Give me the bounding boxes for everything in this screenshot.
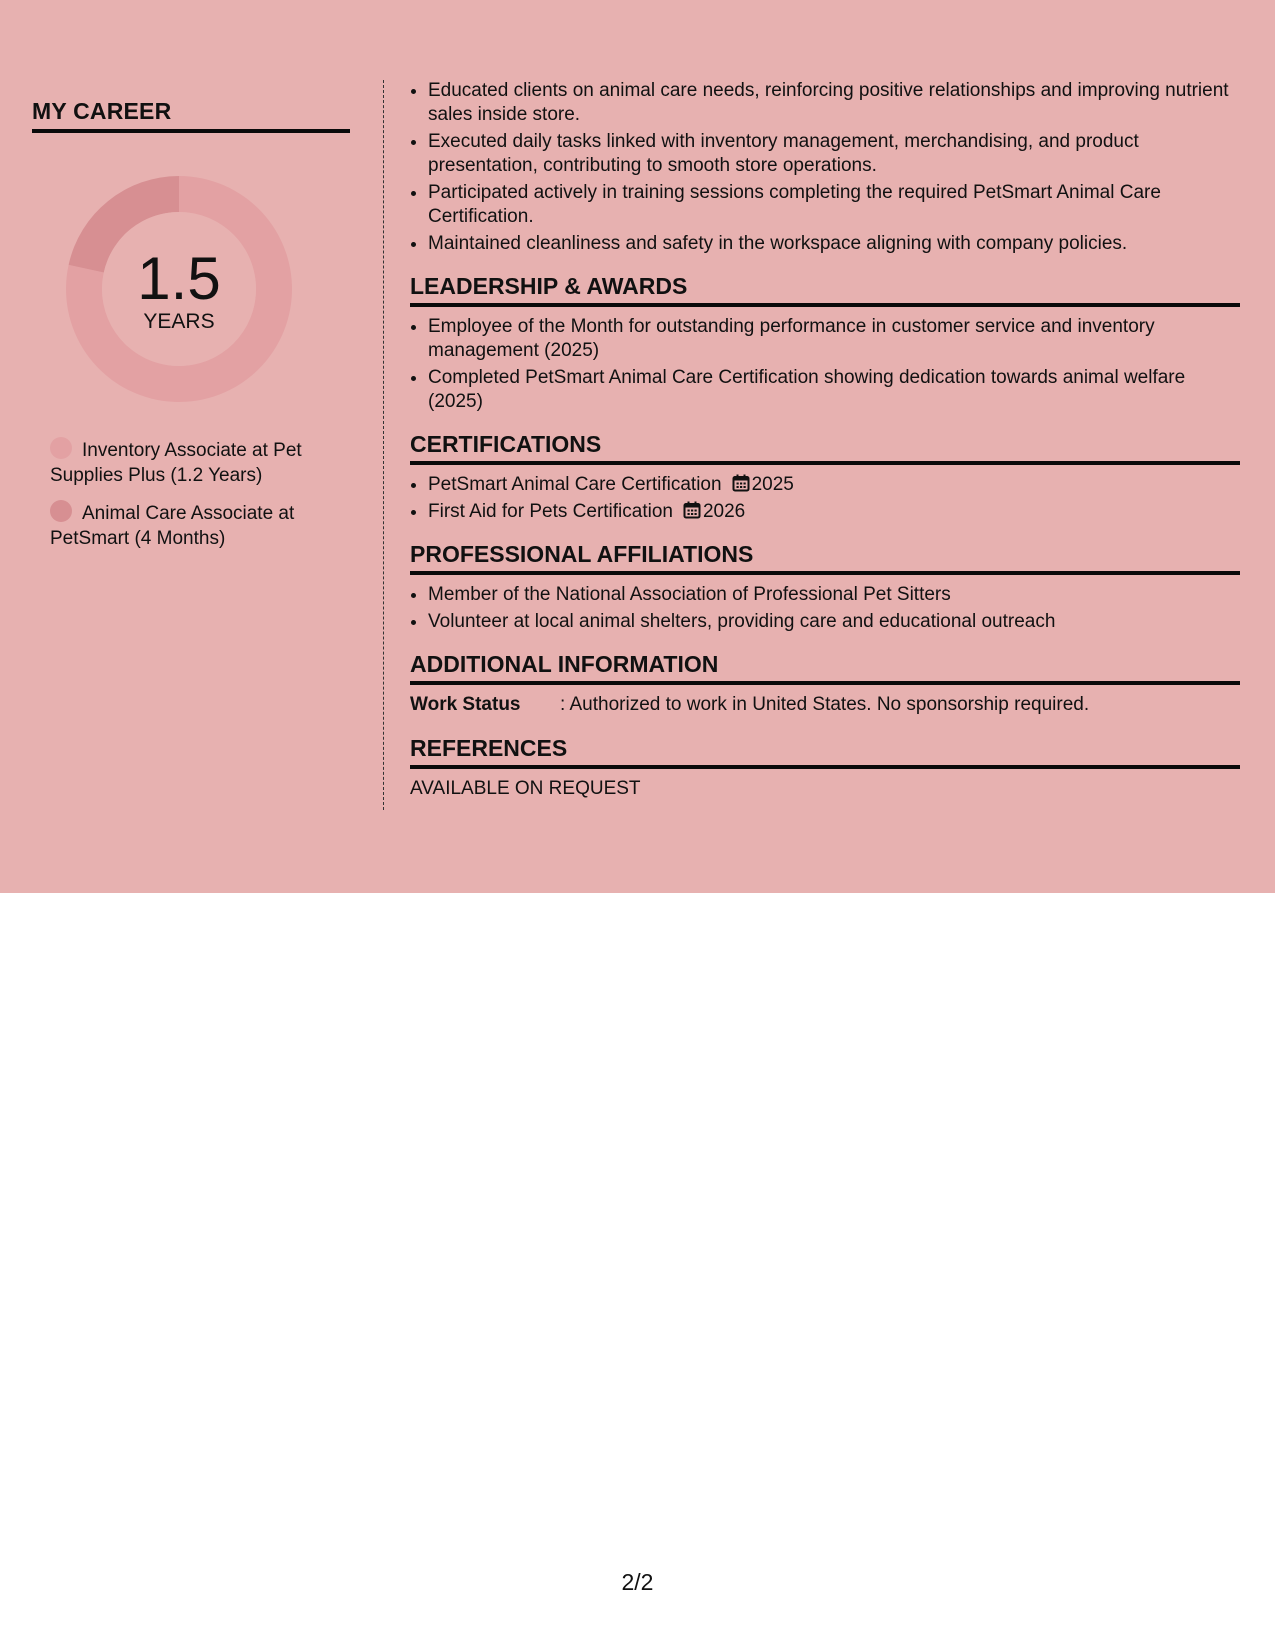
donut-center (66, 176, 292, 402)
career-total-unit: YEARS (143, 310, 215, 333)
list-item: • Executed daily tasks linked with inventory management, merchandising, and product presentation, contributing to smooth store operations. (428, 130, 1240, 178)
calendar-icon (683, 501, 701, 519)
legend-label: Inventory Associate at Pet Supplies Plus (1.2 Years) (50, 440, 302, 486)
references-text: AVAILABLE ON REQUEST (410, 778, 641, 799)
list-item: • Volunteer at local animal shelters, providing care and educational outreach (428, 610, 1240, 634)
list-item (428, 473, 1240, 497)
certifications-section (410, 473, 1240, 524)
calendar-icon (732, 474, 750, 492)
certification-year: 2026 (702, 501, 746, 522)
list-item: • Member of the National Association of Professional Pet Sitters (428, 583, 1240, 607)
page-number: 2/2 (621, 1569, 654, 1595)
list-item: • Maintained cleanliness and safety in the workspace aligning with company policies. (428, 232, 1240, 256)
career-total-value: 1.5 (137, 245, 221, 312)
section-title-additional-information: ADDITIONAL INFORMATION (410, 651, 1240, 685)
certification-name: First Aid for Pets Certification (428, 501, 673, 522)
column-divider (383, 80, 384, 810)
list-item (428, 500, 1240, 524)
legend-dot-icon (50, 500, 72, 522)
leadership-section (410, 315, 1240, 414)
legend-item (50, 500, 320, 551)
career-donut-chart (66, 176, 292, 402)
list-item: • Participated actively in training sessions completing the required PetSmart Animal Care Certification. (428, 181, 1240, 229)
work-status-value: : Authorized to work in United States. No sponsorship required. (560, 694, 1090, 715)
list-item: • Employee of the Month for outstanding performance in customer service and inventory management (2025) (428, 315, 1240, 363)
affiliations-section (410, 583, 1240, 634)
section-title-affiliations: PROFESSIONAL AFFILIATIONS (410, 541, 1240, 575)
career-heading: MY CAREER (32, 98, 350, 133)
legend-dot-icon (50, 437, 72, 459)
work-status-label: Work Status (410, 694, 521, 715)
section-title-references: REFERENCES (410, 735, 1240, 769)
section-title-leadership: LEADERSHIP & AWARDS (410, 273, 1240, 307)
career-legend (50, 437, 320, 563)
work-status-row (410, 693, 1240, 718)
section-title-certifications: CERTIFICATIONS (410, 431, 1240, 465)
main-content (410, 79, 1240, 801)
certification-year: 2025 (751, 474, 794, 495)
experience-list (410, 79, 1240, 256)
legend-label: Animal Care Associate at PetSmart (4 Months) (50, 503, 295, 549)
certification-name: PetSmart Animal Care Certification (428, 474, 722, 495)
list-item: • Educated clients on animal care needs, reinforcing positive relationships and improving nutrient sales inside store. (428, 79, 1240, 127)
legend-item (50, 437, 320, 488)
list-item: • Completed PetSmart Animal Care Certification showing dedication towards animal welfare (2025) (428, 366, 1240, 414)
